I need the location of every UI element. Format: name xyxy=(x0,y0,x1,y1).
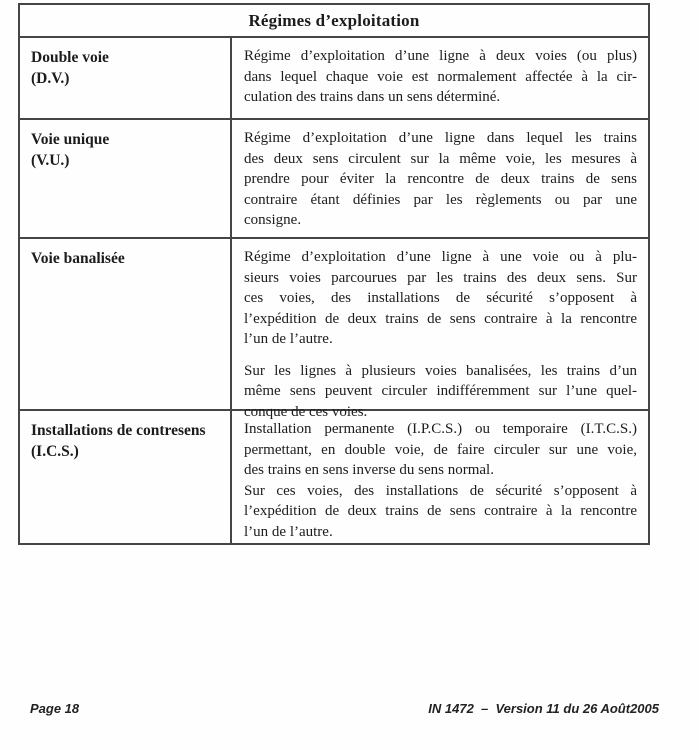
text-line: ces voies, des installations de sécurité s’opposent à xyxy=(244,290,637,306)
text-line: contraire étant définies par les règlements ou par une xyxy=(244,191,637,208)
text-line: sieurs voies parcourues par les trains des deux sens. Sur xyxy=(244,269,637,286)
definition-paragraph xyxy=(244,419,637,481)
definition-paragraph xyxy=(244,247,637,350)
text-line: dans lequel chaque voie est normalement affectée à la cir- xyxy=(244,68,637,85)
term-line: (V.U.) xyxy=(31,152,70,169)
text-line: même sens peuvent circuler indifféremment sur l’une quel- xyxy=(244,383,637,399)
term-cell xyxy=(20,239,232,409)
table-row xyxy=(20,239,648,420)
text-line: Régime d’exploitation d’une ligne à deux voies (ou plus) xyxy=(244,48,637,64)
text-line: Sur les lignes à plusieurs voies banalisées, les trains d’un xyxy=(244,362,637,379)
definition-cell xyxy=(232,411,648,543)
text-line: consigne. xyxy=(244,212,302,228)
text-line: des deux sens circulent sur la même voie, les mesures à xyxy=(244,150,637,167)
definition-paragraph xyxy=(244,481,637,543)
term-line: (D.V.) xyxy=(31,70,70,87)
term-cell xyxy=(20,411,232,543)
text-line: conque de ces voies. xyxy=(244,403,368,420)
table-row xyxy=(20,411,648,543)
text-line: Sur ces voies, des installations de sécurité s’opposent à xyxy=(244,482,637,499)
text-line: prendre pour éviter la rencontre de deux trains de sens xyxy=(244,171,637,187)
text-line: l’un de l’autre. xyxy=(244,331,333,347)
term-line: Installations de contresens xyxy=(31,422,206,439)
text-line: Régime d’exploitation d’une ligne à une voie ou à plu- xyxy=(244,249,637,265)
definition-cell xyxy=(232,38,648,118)
table-title: Régimes d’exploitation xyxy=(248,10,420,30)
table-row xyxy=(20,120,648,239)
term-line: Double voie xyxy=(31,49,109,66)
definitions-table xyxy=(18,3,650,545)
term-line: (I.C.S.) xyxy=(31,443,79,460)
text-line: des trains en sens inverse du sens normal. xyxy=(244,462,494,478)
footer-document-reference: IN 1472 – Version 11 du 26 Août2005 xyxy=(428,701,659,716)
definition-paragraph xyxy=(244,128,637,231)
text-line: permettant, en double voie, de faire circuler sur une voie, xyxy=(244,441,637,458)
text-line: l’expédition de deux trains de sens contraire à la rencontre xyxy=(244,503,637,519)
text-line: l’expédition de deux trains de sens contraire à la rencontre xyxy=(244,310,637,327)
text-line: culation des trains dans un sens déterminé. xyxy=(244,89,501,105)
text-line: l’un de l’autre. xyxy=(244,523,333,540)
definition-cell xyxy=(232,120,648,237)
table-body xyxy=(20,38,648,543)
text-line: Régime d’exploitation d’une ligne dans lequel les trains xyxy=(244,130,637,146)
table-title-row xyxy=(20,5,648,38)
term-line: Voie banalisée xyxy=(31,250,125,267)
term-line: Voie unique xyxy=(31,131,110,148)
term-cell xyxy=(20,120,232,237)
table-row xyxy=(20,38,648,120)
text-line: Installation permanente (I.P.C.S.) ou temporaire (I.T.C.S.) xyxy=(244,421,637,437)
definition-cell xyxy=(232,239,648,420)
definition-paragraph xyxy=(244,46,637,108)
term-cell xyxy=(20,38,232,118)
footer-page-number: Page 18 xyxy=(30,701,80,716)
